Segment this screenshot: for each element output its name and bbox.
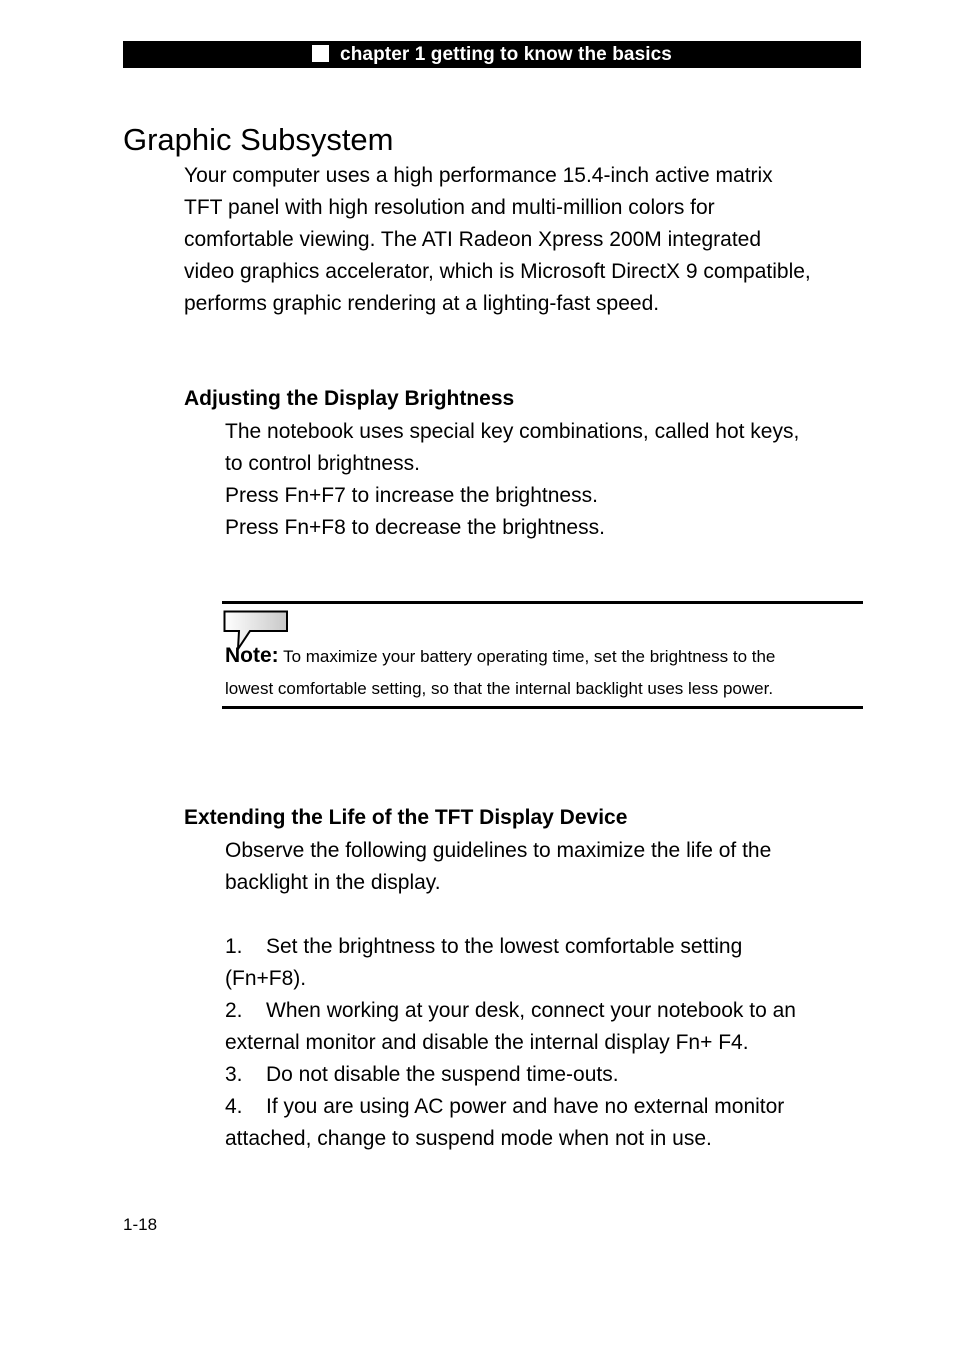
list-item-continuation: external monitor and disable the internal display Fn+ F4. — [225, 1031, 749, 1054]
list-item — [225, 1091, 865, 1123]
list-text: If you are using AC power and have no external monitor — [266, 1095, 785, 1118]
brightness-line: Press Fn+F8 to decrease the brightness. — [225, 516, 605, 539]
tft-line: Observe the following guidelines to maximize the life of the — [225, 839, 772, 862]
list-item — [225, 995, 865, 1027]
brightness-heading: Adjusting the Display Brightness — [184, 387, 515, 410]
note-text — [225, 640, 865, 705]
list-text: When working at your desk, connect your notebook to an — [266, 999, 796, 1022]
note-line-2: lowest comfortable setting, so that the internal backlight uses less power. — [225, 679, 774, 698]
list-item-continuation: attached, change to suspend mode when not in use. — [225, 1127, 712, 1150]
intro-line: Your computer uses a high performance 15.4-inch active matrix — [184, 164, 773, 187]
list-text: Do not disable the suspend time-outs. — [266, 1063, 619, 1086]
note-line-1 — [225, 640, 865, 673]
tft-paragraph — [225, 835, 865, 899]
intro-line: performs graphic rendering at a lighting-fast speed. — [184, 292, 660, 315]
section-title: Graphic Subsystem — [123, 122, 394, 157]
list-number: 1. — [225, 935, 243, 958]
list-number: 4. — [225, 1095, 243, 1118]
list-number: 3. — [225, 1063, 243, 1086]
intro-line: TFT panel with high resolution and multi-million colors for — [184, 196, 715, 219]
list-item-continuation: (Fn+F8). — [225, 967, 307, 990]
brightness-line: to control brightness. — [225, 452, 420, 475]
brightness-paragraph — [225, 416, 865, 544]
chapter-header — [123, 41, 861, 68]
chapter-title: chapter 1 getting to know the basics — [340, 44, 672, 65]
intro-line: comfortable viewing. The ATI Radeon Xpress 200M integrated — [184, 228, 762, 251]
tft-line: backlight in the display. — [225, 871, 441, 894]
intro-paragraph — [184, 160, 874, 320]
list-text: Set the brightness to the lowest comfortable setting — [266, 935, 743, 958]
square-bullet-icon — [312, 45, 329, 62]
guidelines-list — [225, 931, 865, 1155]
tft-heading: Extending the Life of the TFT Display Device — [184, 806, 628, 829]
intro-line: video graphics accelerator, which is Microsoft DirectX 9 compatible, — [184, 260, 811, 283]
brightness-line: Press Fn+F7 to increase the brightness. — [225, 484, 598, 507]
note-label: Note: — [225, 644, 279, 667]
list-item — [225, 1059, 865, 1091]
note-box — [222, 601, 863, 709]
list-item — [225, 931, 865, 963]
brightness-line: The notebook uses special key combinations, called hot keys, — [225, 420, 800, 443]
note-body-1: To maximize your battery operating time, set the brightness to the — [278, 647, 776, 666]
page-number: 1-18 — [123, 1215, 158, 1234]
list-number: 2. — [225, 999, 243, 1022]
